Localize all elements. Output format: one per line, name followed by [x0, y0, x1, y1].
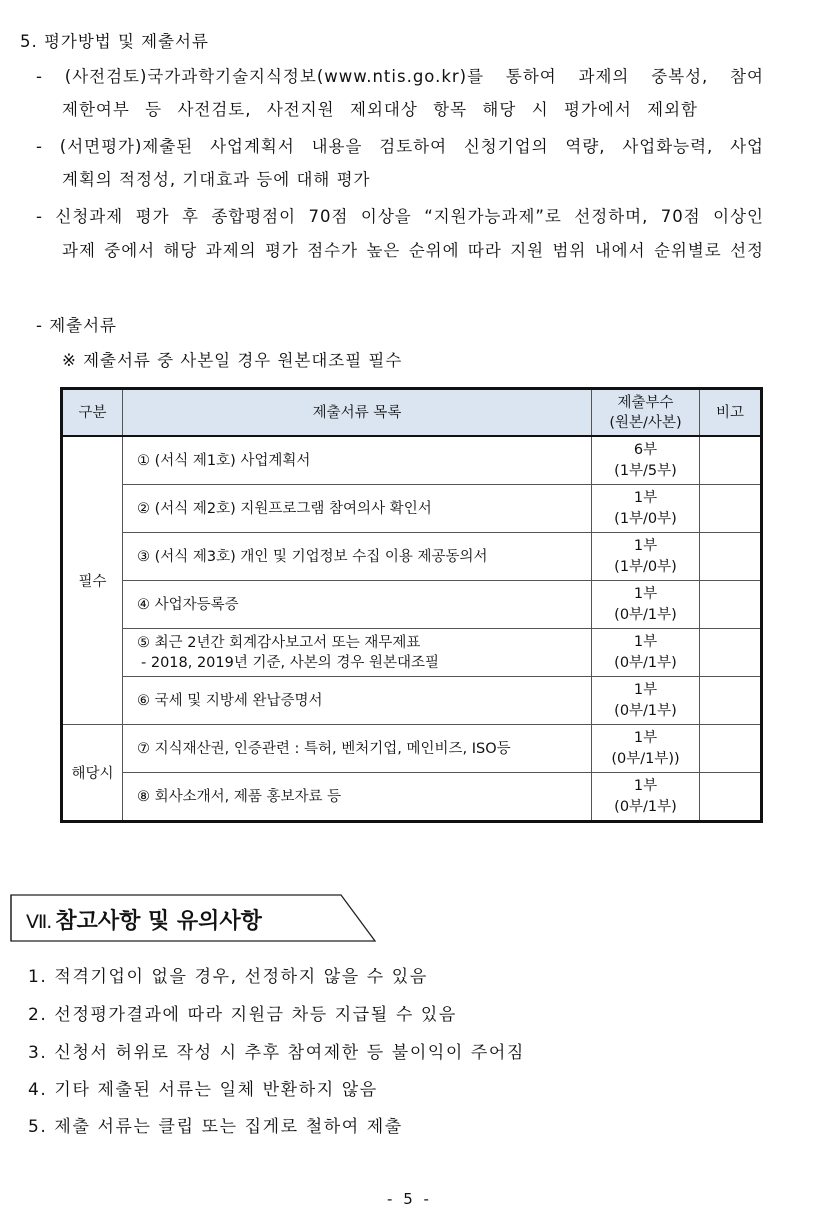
remarks-cell: [700, 725, 762, 773]
section-heading: 5. 평가방법 및 제출서류: [20, 32, 209, 51]
header-remarks: 비고: [700, 389, 762, 437]
bullet-selection-line1: - 신청과제 평가 후 종합평점이 70점 이상을 “지원가능과제”로 선정하며, 70점 이상인: [36, 207, 764, 226]
copy-total: 6부: [633, 441, 658, 458]
bullet-document-review-line2: 계획의 적정성, 기대효과 등에 대해 평가: [62, 170, 371, 189]
doc-item: ④ 사업자등록증: [123, 581, 592, 629]
copy-count: [592, 581, 700, 629]
table-row: [62, 436, 762, 485]
bullet-pre-review-line1: - (사전검토)국가과학기술지식정보(www.ntis.go.kr)를 통하여 과제의 중복성, 참여: [36, 67, 764, 86]
remarks-cell: [700, 629, 762, 677]
group-required: 필수: [62, 436, 123, 725]
list-item: 1. 적격기업이 없을 경우, 선정하지 않을 수 있음: [28, 967, 428, 987]
doc-item: ① (서식 제1호) 사업계획서: [123, 436, 592, 485]
doc-item: ② (서식 제2호) 지원프로그램 참여의사 확인서: [123, 485, 592, 533]
list-item: 5. 제출 서류는 클립 또는 집게로 철하여 제출: [28, 1117, 403, 1137]
table-row: [62, 485, 762, 533]
copy-split: (0부/1부): [614, 654, 677, 671]
doc-item: ③ (서식 제3호) 개인 및 기업정보 수집 이용 제공동의서: [123, 533, 592, 581]
copy-total: 1부: [633, 681, 658, 698]
bullet-pre-review-line2: 제한여부 등 사전검토, 사전지원 제외대상 항목 해당 시 평가에서 제외함: [62, 100, 698, 119]
header-copies-format: (원본/사본): [609, 414, 682, 431]
copy-count: [592, 725, 700, 773]
table-row: [62, 773, 762, 822]
copy-split: (0부/1부): [614, 702, 677, 719]
table-row: [62, 581, 762, 629]
doc-item: ⑥ 국세 및 지방세 완납증명서: [123, 677, 592, 725]
list-item: 4. 기타 제출된 서류는 일체 반환하지 않음: [28, 1080, 378, 1100]
copy-count: [592, 773, 700, 822]
doc-item: [123, 629, 592, 677]
copy-total: 1부: [633, 585, 658, 602]
table-row: [62, 725, 762, 773]
submission-docs-table: [60, 387, 763, 823]
list-item: 2. 선정평가결과에 따라 지원금 차등 지급될 수 있음: [28, 1005, 457, 1025]
doc-item: ⑧ 회사소개서, 제품 홍보자료 등: [123, 773, 592, 822]
copy-count: [592, 533, 700, 581]
copy-split: (0부/1부): [614, 606, 677, 623]
doc-item-title: ⑤ 최근 2년간 회계감사보고서 또는 재무제표: [137, 634, 421, 651]
page-number: - 5 -: [387, 1190, 432, 1208]
copy-total: 1부: [633, 729, 658, 746]
header-copies-label: 제출부수: [617, 394, 674, 411]
remarks-cell: [700, 485, 762, 533]
header-category: 구분: [62, 389, 123, 437]
copy-count: [592, 436, 700, 485]
list-item: 3. 신청서 허위로 작성 시 추후 참여제한 등 불이익이 주어짐: [28, 1043, 525, 1063]
copy-split: (0부/1부)): [611, 750, 680, 767]
copy-split: (1부/0부): [614, 558, 677, 575]
copy-split: (1부/0부): [614, 510, 677, 527]
copy-split: (0부/1부): [614, 798, 677, 815]
submission-docs-note: ※ 제출서류 중 사본일 경우 원본대조필 필수: [62, 351, 403, 370]
remarks-cell: [700, 581, 762, 629]
copy-total: 1부: [633, 537, 658, 554]
section-title-text: 참고사항 및 유의사항: [55, 909, 262, 934]
remarks-cell: [700, 773, 762, 822]
copy-split: (1부/5부): [614, 462, 677, 479]
doc-item-subnote: - 2018, 2019년 기준, 사본의 경우 원본대조필: [141, 654, 439, 671]
submission-docs-heading: - 제출서류: [36, 316, 117, 335]
copy-count: [592, 677, 700, 725]
copy-count: [592, 629, 700, 677]
doc-item: ⑦ 지식재산권, 인증관련 : 특허, 벤처기업, 메인비즈, ISO등: [123, 725, 592, 773]
table-row: [62, 533, 762, 581]
group-applicable: 해당시: [62, 725, 123, 822]
remarks-cell: [700, 677, 762, 725]
remarks-cell: [700, 436, 762, 485]
table-row: [62, 677, 762, 725]
section-number: Ⅶ.: [26, 911, 52, 933]
table-row: [62, 629, 762, 677]
section-title: [26, 904, 262, 935]
copy-total: 1부: [633, 777, 658, 794]
header-copies: [592, 389, 700, 437]
bullet-selection-line2: 과제 중에서 해당 과제의 평가 점수가 높은 순위에 따라 지원 범위 내에서 순위별로 선정: [62, 241, 764, 260]
copy-count: [592, 485, 700, 533]
copy-total: 1부: [633, 633, 658, 650]
copy-total: 1부: [633, 489, 658, 506]
bullet-document-review-line1: - (서면평가)제출된 사업계획서 내용을 검토하여 신청기업의 역량, 사업화능력, 사업: [36, 137, 764, 156]
table-header-row: [62, 389, 762, 437]
remarks-cell: [700, 533, 762, 581]
header-document-list: 제출서류 목록: [123, 389, 592, 437]
